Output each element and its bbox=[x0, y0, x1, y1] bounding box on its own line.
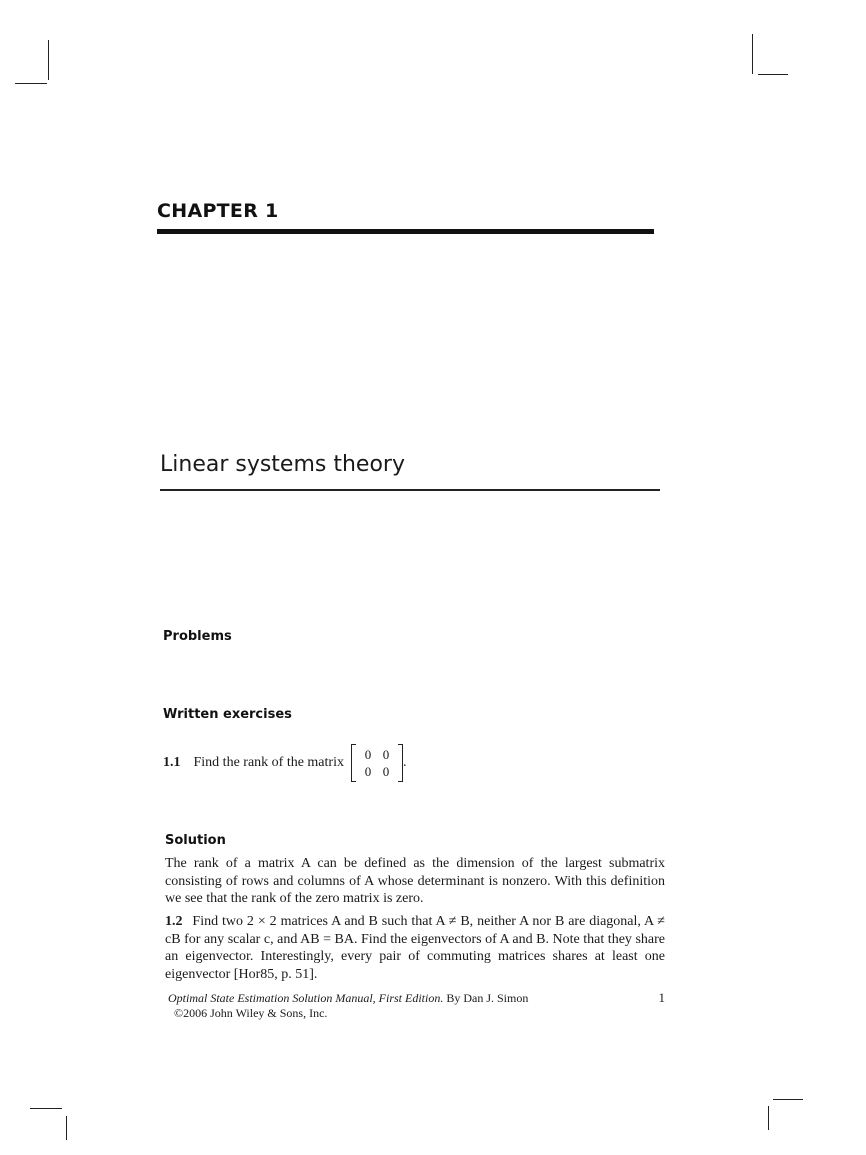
problem-text: Find two 2 × 2 matrices A and B such that A ≠ B, neither A nor B are diagonal, A ≠ cB for any scalar c, and AB = BA. Find the eigenvectors of A and B. Note that they share an eigenvector. Interestingly, every pair of commuting matrices shares at least one eigenvector [Hor85, p. 51]. bbox=[165, 914, 665, 982]
crop-mark-tr-vertical bbox=[752, 34, 753, 74]
solution-heading: Solution bbox=[165, 833, 226, 848]
exercise-trailing-period: . bbox=[402, 755, 407, 770]
crop-mark-tr-horizontal bbox=[758, 74, 788, 75]
matrix-cell: 0 bbox=[364, 764, 372, 779]
zero-matrix bbox=[351, 744, 403, 782]
problem-1-2 bbox=[165, 913, 665, 983]
footer-author: By Dan J. Simon bbox=[446, 991, 529, 1005]
crop-mark-tl-horizontal bbox=[15, 83, 47, 84]
crop-mark-br-vertical bbox=[768, 1106, 769, 1130]
chapter-label: CHAPTER 1 bbox=[157, 200, 279, 222]
footer-citation bbox=[168, 990, 665, 1006]
matrix-cell: 0 bbox=[382, 764, 390, 779]
title-rule bbox=[160, 489, 660, 491]
crop-mark-tl-vertical bbox=[48, 40, 49, 80]
crop-mark-bl-horizontal bbox=[30, 1108, 62, 1109]
exercise-1-1 bbox=[163, 743, 406, 783]
crop-mark-br-horizontal bbox=[773, 1099, 803, 1100]
solution-paragraph: The rank of a matrix A can be defined as the dimension of the largest submatrix consisting of rows and columns of A whose determinant is nonzero. With this definition we see that the rank of the zero matrix is zero. bbox=[165, 856, 665, 906]
footer-copyright: ©2006 John Wiley & Sons, Inc. bbox=[174, 1006, 328, 1020]
exercise-number: 1.1 bbox=[163, 755, 181, 770]
matrix-grid bbox=[356, 746, 398, 780]
problems-heading: Problems bbox=[163, 629, 232, 644]
matrix-cell: 0 bbox=[382, 747, 390, 762]
written-exercises-heading: Written exercises bbox=[163, 707, 292, 722]
crop-mark-bl-vertical bbox=[66, 1116, 67, 1140]
chapter-title: Linear systems theory bbox=[160, 452, 405, 477]
page-number: 1 bbox=[658, 990, 665, 1005]
footer-book-title: Optimal State Estimation Solution Manual, First Edition. bbox=[168, 991, 444, 1005]
matrix-cell: 0 bbox=[364, 747, 372, 762]
problem-number: 1.2 bbox=[165, 914, 183, 929]
exercise-text: Find the rank of the matrix bbox=[193, 755, 344, 770]
chapter-rule bbox=[157, 229, 654, 234]
